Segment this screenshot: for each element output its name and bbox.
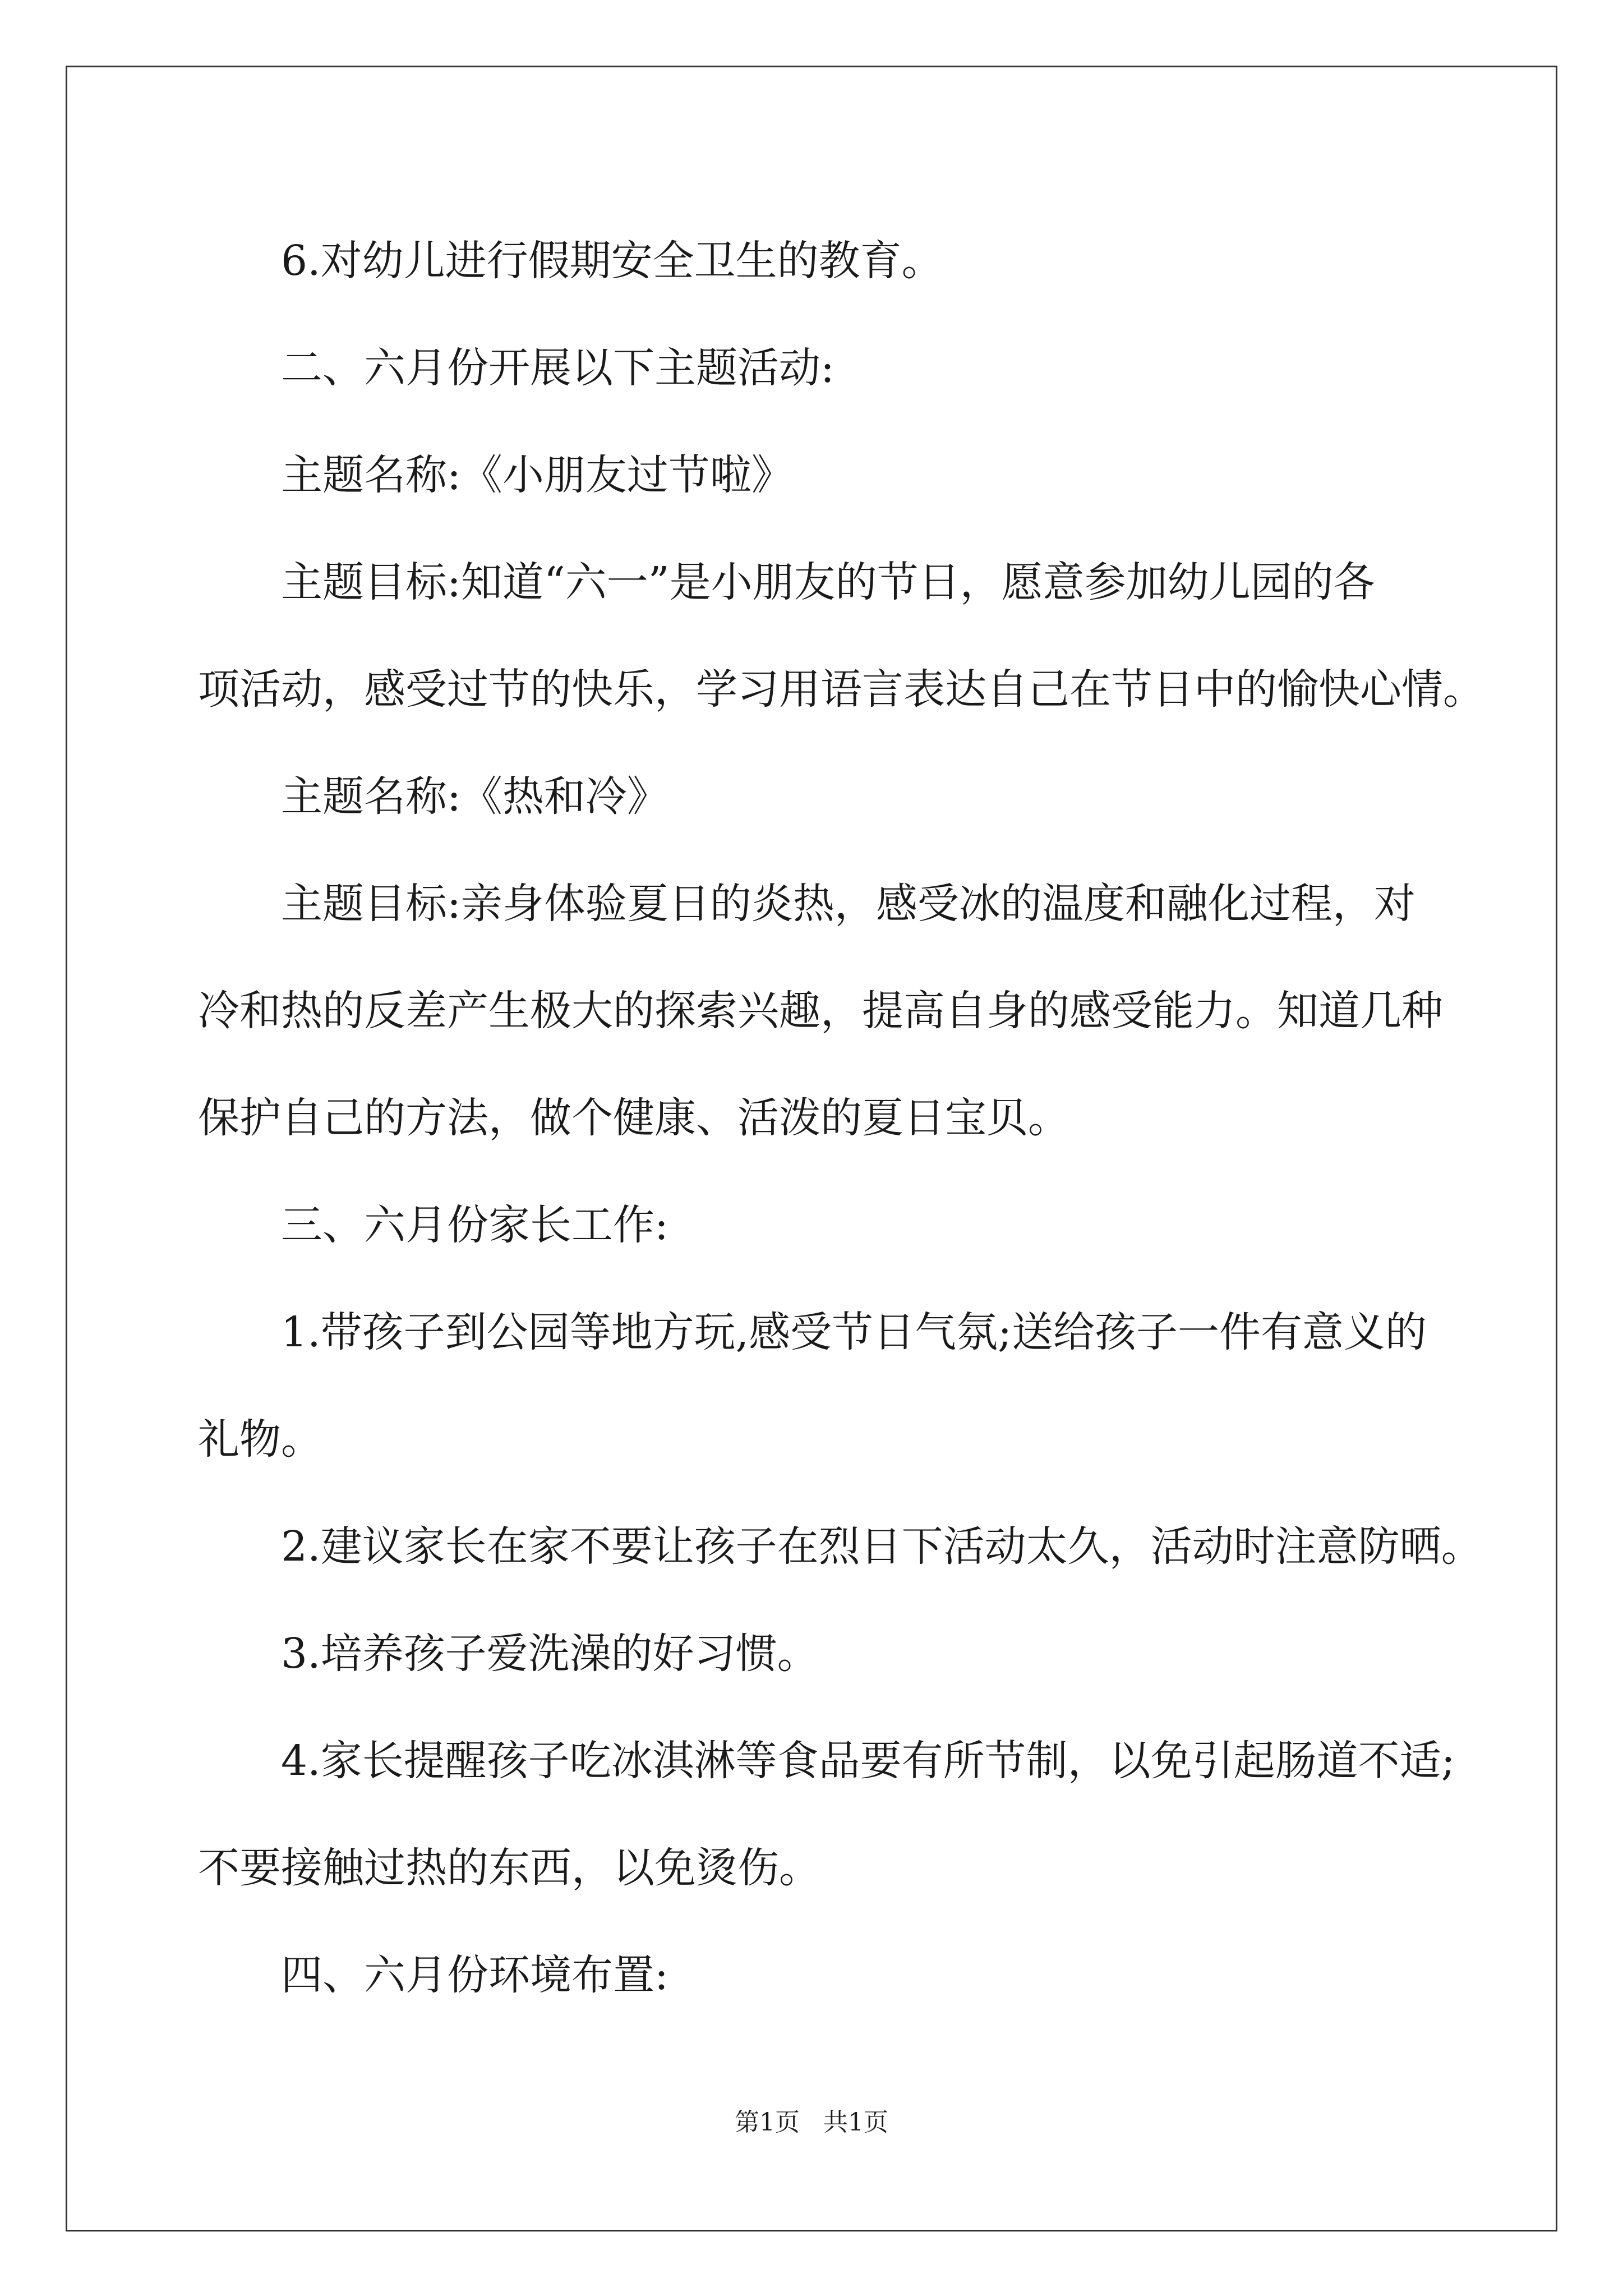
paragraph: 项活动，感受过节的快乐，学习用语言表达自己在节日中的愉快心情。 — [198, 665, 1484, 714]
paragraph: 礼物。 — [198, 1415, 322, 1464]
page-footer: 第1页 共1页 — [735, 2108, 888, 2137]
paragraph: 3.培养孩子爱洗澡的好习惯。 — [281, 1630, 819, 1678]
paragraph: 2.建议家长在家不要让孩子在烈日下活动太久，活动时注意防晒。 — [281, 1522, 1483, 1571]
section-heading: 四、六月份环境布置: — [281, 1951, 668, 1999]
document-body — [198, 208, 1484, 2029]
paragraph: 不要接触过热的东西，以免烫伤。 — [198, 1844, 820, 1892]
paragraph: 冷和热的反差产生极大的探索兴趣，提高自身的感受能力。知道几种 — [198, 987, 1443, 1035]
paragraph: 主题目标:知道“六一”是小朋友的节日，愿意参加幼儿园的各 — [281, 558, 1375, 606]
paragraph: 主题目标:亲身体验夏日的炎热，感受冰的温度和融化过程，对 — [281, 880, 1415, 928]
paragraph: 保护自己的方法，做个健康、活泼的夏日宝贝。 — [198, 1094, 1069, 1142]
paragraph: 1.带孩子到公园等地方玩,感受节日气氛;送给孩子一件有意义的 — [281, 1308, 1427, 1356]
paragraph: 主题名称:《小朋友过节啦》 — [281, 451, 793, 499]
paragraph: 6.对幼儿进行假期安全卫生的教育。 — [281, 237, 943, 285]
section-heading: 三、六月份家长工作: — [281, 1201, 668, 1249]
paragraph: 4.家长提醒孩子吃冰淇淋等食品要有所节制，以免引起肠道不适; — [281, 1737, 1455, 1785]
paragraph: 主题名称:《热和冷》 — [281, 772, 668, 821]
section-heading: 二、六月份开展以下主题活动: — [281, 344, 834, 392]
